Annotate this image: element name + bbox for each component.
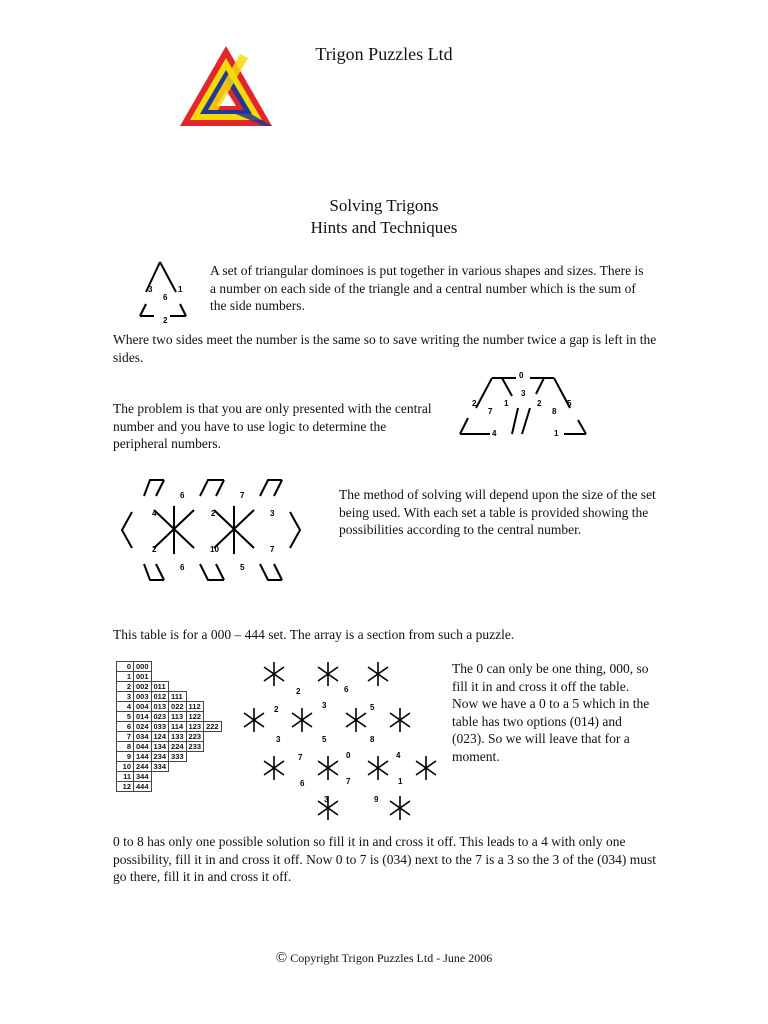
- row-number: 6: [117, 722, 134, 732]
- option-cell: 000: [134, 662, 152, 672]
- svg-text:4: 4: [492, 429, 497, 438]
- table-row: [117, 692, 222, 702]
- array-node: [318, 662, 338, 686]
- table-intro-paragraph: This table is for a 000 – 444 set. The array is a section from such a puzzle.: [113, 627, 515, 642]
- array-number: 6: [300, 779, 305, 788]
- svg-text:2: 2: [537, 399, 542, 408]
- sides-paragraph: Where two sides meet the number is the same so to save writing the number twice a gap is left in the sides.: [113, 332, 657, 365]
- option-cell: 033: [151, 722, 169, 732]
- puzzle-array-diagram: [240, 656, 440, 834]
- option-cell: 244: [134, 762, 152, 772]
- row-number: 11: [117, 772, 134, 782]
- option-cell: 004: [134, 702, 152, 712]
- array-node: [292, 708, 312, 732]
- table-row: [117, 712, 222, 722]
- table-row: [117, 782, 222, 792]
- table-row: [117, 722, 222, 732]
- svg-text:3: 3: [521, 389, 526, 398]
- option-cell: 344: [134, 772, 152, 782]
- array-number: 5: [322, 735, 327, 744]
- svg-text:8: 8: [552, 407, 557, 416]
- svg-text:7: 7: [488, 407, 493, 416]
- row-number: 9: [117, 752, 134, 762]
- page-title: Solving Trigons: [329, 196, 439, 215]
- array-node: [264, 756, 284, 780]
- svg-text:0: 0: [519, 371, 524, 380]
- problem-paragraph: The problem is that you are only presented with the central number and you have to use logic to determine the peripheral numbers.: [113, 401, 432, 451]
- option-cell: 002: [134, 682, 152, 692]
- array-number: 5: [370, 703, 375, 712]
- option-cell: 011: [151, 682, 169, 692]
- array-number: 2: [274, 705, 279, 714]
- option-cell: 014: [134, 712, 152, 722]
- array-number: 9: [374, 795, 379, 804]
- svg-text:7: 7: [240, 491, 245, 500]
- option-cell: 122: [186, 712, 204, 722]
- option-cell: 113: [169, 712, 187, 722]
- row-number: 10: [117, 762, 134, 772]
- copyright-symbol: ©: [275, 950, 288, 966]
- option-cell: 022: [169, 702, 187, 712]
- svg-text:7: 7: [270, 545, 275, 554]
- option-cell: 234: [151, 752, 169, 762]
- option-cell: 044: [134, 742, 152, 752]
- eight-paragraph: 0 to 8 has only one possible solution so fill it in and cross it off. This leads to a 4 with only one possibility, fill it in and cross it off. Now 0 to 7 is (034) next to the 7 is a 3 so the 3 of the (034) must go there, fill it in and cross it off.: [113, 834, 656, 884]
- svg-text:4: 4: [152, 509, 157, 518]
- option-cell: 224: [169, 742, 187, 752]
- table-row: [117, 742, 222, 752]
- array-number: 3: [322, 701, 327, 710]
- company-name: Trigon Puzzles Ltd: [315, 44, 453, 64]
- array-number: 7: [298, 753, 303, 762]
- option-cell: 444: [134, 782, 152, 792]
- svg-text:3: 3: [270, 509, 275, 518]
- svg-text:6: 6: [180, 563, 185, 572]
- single-trigon-diagram: [134, 256, 198, 328]
- option-cell: 023: [151, 712, 169, 722]
- svg-text:10: 10: [210, 545, 219, 554]
- array-number: 3: [324, 795, 329, 804]
- possibility-table: [116, 661, 222, 792]
- array-node: [264, 662, 284, 686]
- side-left: 3: [148, 285, 153, 294]
- side-bottom: 2: [163, 316, 168, 325]
- table-row: [117, 672, 222, 682]
- array-node: [416, 756, 436, 780]
- array-node: [368, 756, 388, 780]
- intro-paragraph: A set of triangular dominoes is put together in various shapes and sizes. There is a number on each side of the triangle and a central number which is the sum of the side numbers.: [210, 263, 644, 313]
- svg-text:5: 5: [567, 399, 572, 408]
- svg-text:2: 2: [211, 509, 216, 518]
- option-cell: 133: [169, 732, 187, 742]
- row-number: 8: [117, 742, 134, 752]
- array-node: [346, 708, 366, 732]
- row-number: 2: [117, 682, 134, 692]
- row-number: 5: [117, 712, 134, 722]
- option-cell: 111: [169, 692, 187, 702]
- option-cell: 012: [151, 692, 169, 702]
- method-paragraph: The method of solving will depend upon the size of the set being used. With each set a table is provided showing the possibilities according to the central number.: [339, 487, 656, 537]
- array-number: 0: [346, 751, 351, 760]
- option-cell: 034: [134, 732, 152, 742]
- page-subtitle: Hints and Techniques: [310, 218, 458, 237]
- svg-text:1: 1: [504, 399, 509, 408]
- array-node: [244, 708, 264, 732]
- row-number: 3: [117, 692, 134, 702]
- hexagon-diagram: [118, 470, 308, 592]
- svg-text:6: 6: [180, 491, 185, 500]
- option-cell: 233: [186, 742, 204, 752]
- row-number: 12: [117, 782, 134, 792]
- array-number: 1: [398, 777, 403, 786]
- table-row: [117, 732, 222, 742]
- array-node: [318, 756, 338, 780]
- option-cell: 001: [134, 672, 152, 682]
- row-number: 1: [117, 672, 134, 682]
- side-right: 1: [178, 285, 183, 294]
- option-cell: 013: [151, 702, 169, 712]
- option-cell: 334: [151, 762, 169, 772]
- array-node: [368, 662, 388, 686]
- option-cell: 003: [134, 692, 152, 702]
- array-number: 3: [276, 735, 281, 744]
- option-cell: 112: [186, 702, 204, 712]
- svg-text:2: 2: [152, 545, 157, 554]
- row-number: 7: [117, 732, 134, 742]
- svg-text:5: 5: [240, 563, 245, 572]
- option-cell: 333: [169, 752, 187, 762]
- option-cell: 144: [134, 752, 152, 762]
- array-number: 8: [370, 735, 375, 744]
- svg-text:2: 2: [472, 399, 477, 408]
- array-number: 2: [296, 687, 301, 696]
- table-row: [117, 702, 222, 712]
- option-cell: 123: [186, 722, 204, 732]
- row-number: 0: [117, 662, 134, 672]
- option-cell: 222: [204, 722, 222, 732]
- option-cell: 124: [151, 732, 169, 742]
- array-number: 7: [346, 777, 351, 786]
- array-node: [390, 708, 410, 732]
- triangle-pair-diagram: [440, 368, 605, 442]
- table-row: [117, 762, 222, 772]
- table-row: [117, 662, 222, 672]
- table-row: [117, 682, 222, 692]
- zero-paragraph: The 0 can only be one thing, 000, so fill it in and cross it off the table. Now we have a 0 to a 5 which in the table has two options (014) and (023). So we will leave that for a moment.: [452, 661, 650, 764]
- center-number: 6: [163, 293, 168, 302]
- row-number: 4: [117, 702, 134, 712]
- option-cell: 134: [151, 742, 169, 752]
- trigon-logo: [178, 44, 274, 130]
- copyright-footer: [0, 950, 768, 967]
- svg-text:1: 1: [554, 429, 559, 438]
- option-cell: 024: [134, 722, 152, 732]
- option-cell: 114: [169, 722, 187, 732]
- array-node: [390, 796, 410, 820]
- table-row: [117, 772, 222, 782]
- copyright-text: Copyright Trigon Puzzles Ltd - June 2006: [290, 951, 493, 965]
- option-cell: 223: [186, 732, 204, 742]
- table-row: [117, 752, 222, 762]
- array-number: 6: [344, 685, 349, 694]
- array-number: 4: [396, 751, 401, 760]
